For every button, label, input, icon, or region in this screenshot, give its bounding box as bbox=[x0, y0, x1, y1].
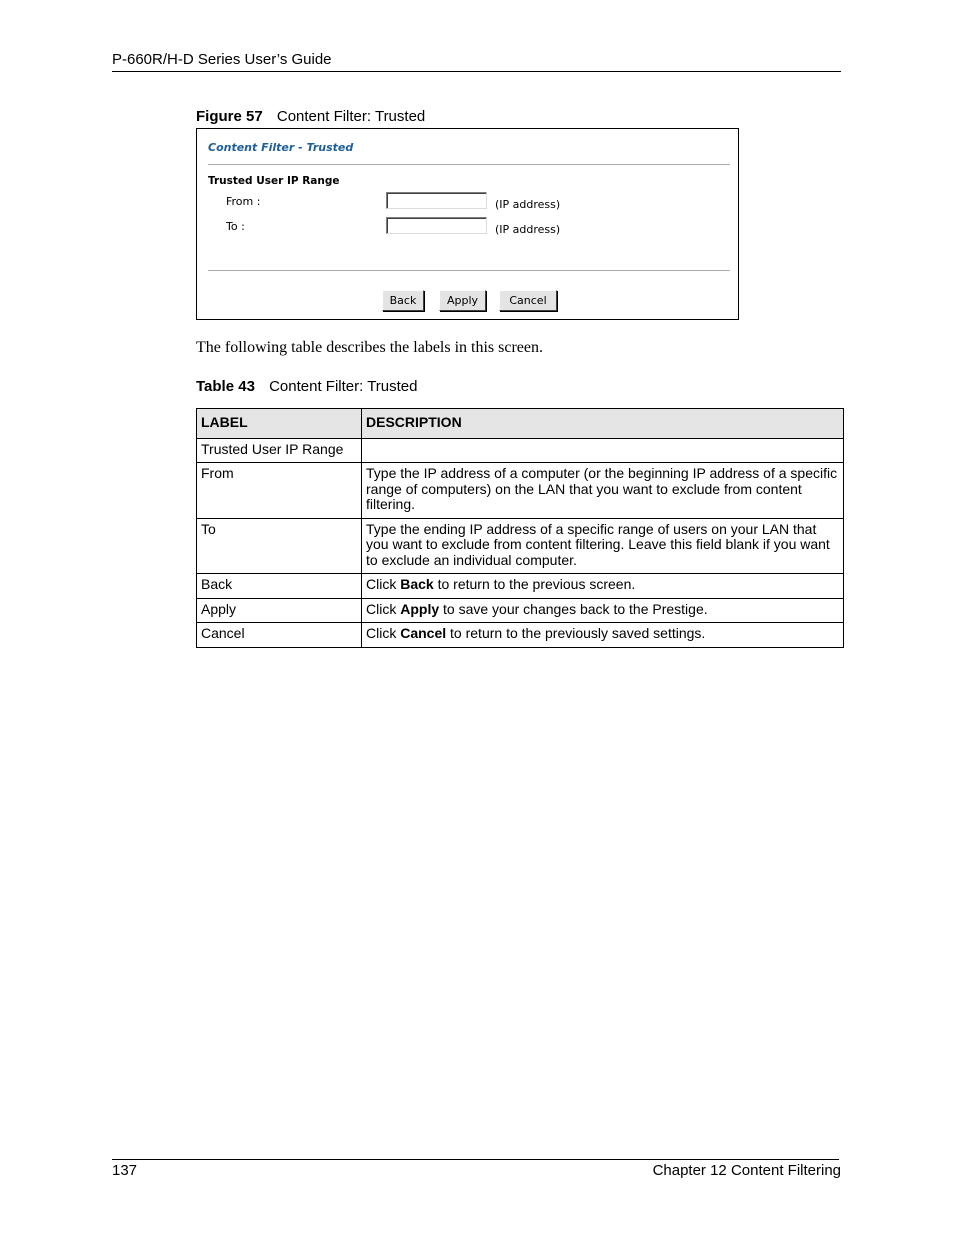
cancel-button[interactable]: Cancel bbox=[499, 290, 557, 311]
from-label: From : bbox=[226, 195, 261, 208]
footer-rule bbox=[112, 1159, 839, 1160]
screenshot-panel bbox=[196, 128, 739, 320]
row-description: Click Apply to save your changes back to the Prestige. bbox=[362, 598, 844, 623]
row-description: Type the ending IP address of a specific range of users on your LAN that you want to exclude from content filtering. Leave this field blank if you want to exclude an individual computer. bbox=[362, 518, 844, 574]
table-row bbox=[197, 463, 844, 519]
running-header-title: P-660R/H-D Series User’s Guide bbox=[112, 51, 332, 68]
row-description bbox=[362, 438, 844, 463]
row-label: From bbox=[197, 463, 362, 519]
apply-button[interactable]: Apply bbox=[439, 290, 486, 311]
column-header-label: LABEL bbox=[197, 409, 362, 439]
from-ip-input[interactable] bbox=[386, 192, 487, 209]
row-description: Click Back to return to the previous screen. bbox=[362, 574, 844, 599]
row-label: To bbox=[197, 518, 362, 574]
figure-number: Figure 57 bbox=[196, 108, 263, 125]
row-label: Back bbox=[197, 574, 362, 599]
from-hint: (IP address) bbox=[495, 198, 561, 211]
label-description-table bbox=[196, 408, 844, 648]
figure-caption bbox=[196, 108, 425, 125]
screen-divider-bottom bbox=[208, 270, 730, 271]
screen-divider-top bbox=[208, 164, 730, 165]
section-label-trusted-range: Trusted User IP Range bbox=[208, 175, 340, 187]
to-hint: (IP address) bbox=[495, 223, 561, 236]
to-label: To : bbox=[226, 220, 245, 233]
table-row bbox=[197, 623, 844, 648]
table-row bbox=[197, 438, 844, 463]
table-caption bbox=[196, 378, 418, 395]
row-description: Click Cancel to return to the previously saved settings. bbox=[362, 623, 844, 648]
page-number: 137 bbox=[112, 1162, 138, 1179]
table-row bbox=[197, 518, 844, 574]
back-button[interactable]: Back bbox=[382, 290, 424, 311]
chapter-title: Chapter 12 Content Filtering bbox=[652, 1162, 841, 1179]
header-rule bbox=[112, 71, 841, 72]
table-row bbox=[197, 598, 844, 623]
row-label: Apply bbox=[197, 598, 362, 623]
to-ip-input[interactable] bbox=[386, 217, 487, 234]
screen-title: Content Filter - Trusted bbox=[208, 141, 354, 154]
table-number: Table 43 bbox=[196, 378, 255, 395]
column-header-description: DESCRIPTION bbox=[362, 409, 844, 439]
body-paragraph: The following table describes the labels in this screen. bbox=[196, 339, 544, 356]
row-label: Cancel bbox=[197, 623, 362, 648]
figure-caption-text: Content Filter: Trusted bbox=[276, 108, 426, 125]
table-row bbox=[197, 574, 844, 599]
table-caption-text: Content Filter: Trusted bbox=[269, 378, 418, 395]
row-description: Type the IP address of a computer (or the beginning IP address of a specific range of computers) on the LAN that you want to exclude from content filtering. bbox=[362, 463, 844, 519]
row-label: Trusted User IP Range bbox=[197, 438, 362, 463]
table-header-row bbox=[197, 409, 844, 439]
